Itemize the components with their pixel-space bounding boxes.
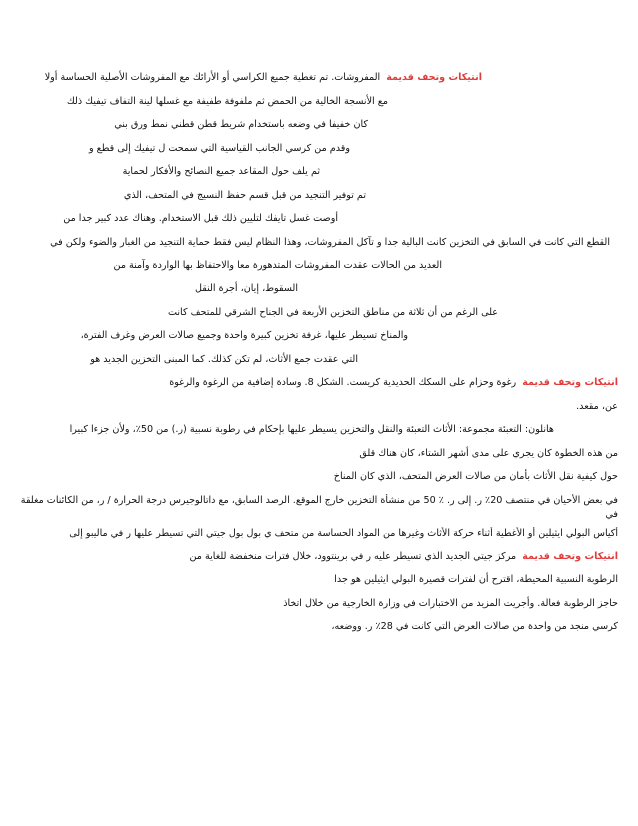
line-text: على الرغم من أن ثلاثة من مناطق التخزين الأربعة في الجناح الشرقي للمتحف كانت	[167, 306, 498, 318]
text-line	[20, 465, 618, 489]
text-line	[20, 324, 618, 348]
line-text: في بعض الأحيان في منتصف 20٪ ر. إلى ر. ٪ 50 من منشأة التخزين خارج الموقع. الرصد السابق، مع داتالوجيرس درجة الحرارة / ر، من الكائنات مغلقة في	[20, 494, 618, 520]
line-text: تم توفير التنجيد من قبل قسم حفظ النسيج في المتحف، الذي	[123, 189, 366, 201]
line-text: من هذه الخطوة كان يجري على مدى أشهر الشتاء، كان هناك قلق	[359, 447, 618, 459]
text-line	[20, 137, 618, 161]
line-text: أوصت غسل تايفك لتليين ذلك قبل الاستخدام. وهناك عدد كبير جدا من	[63, 213, 338, 224]
text-line	[20, 348, 618, 372]
text-line	[20, 494, 618, 522]
text-line	[20, 568, 618, 592]
line-text: مع الأنسجة الخالية من الحمض ثم ملفوفة طفيفة مع غسلها لينة التفاف تيفيك ذلك	[66, 95, 388, 107]
line-text: والمناخ تسيطر عليها، غرفة تخزين كبيرة واحدة وجميع صالات العرض وغرف الفترة،	[80, 330, 408, 341]
text-line	[20, 236, 618, 250]
text-line	[20, 301, 618, 325]
highlighted-keyword[interactable]: انتيكات وتحف قديمة	[386, 72, 482, 83]
line-text: هانلون: التعبئة مجموعة: الأثاث التعبئة والنقل والتخزين يسيطر عليها بإحكام في رطوبة نسبية (ر.) من 50٪، ولأن جزءا كبيرا	[69, 424, 554, 435]
line-text: الرطوبة النسبية المحيطة، اقترح أن لفترات قصيرة البولي ايثيلين هو جدا	[334, 574, 618, 585]
text-line	[20, 545, 618, 569]
line-text: ثم يلف حول المقاعد جميع النصائح والأفكار لحماية	[122, 166, 320, 177]
text-line	[20, 277, 618, 301]
text-line	[20, 592, 618, 616]
text-line	[20, 442, 618, 466]
text-line	[20, 254, 618, 278]
line-text: مركز جيتي الجديد الذي تسيطر عليه ر في برينتوود، خلال فترات منخفضة للغاية من	[189, 550, 517, 562]
text-line	[20, 418, 618, 442]
text-line	[20, 615, 618, 639]
line-text: كرسي منجد من واحدة من صالات العرض التي كانت في 28٪ ر. ووضعه،	[331, 621, 618, 632]
text-line	[20, 113, 618, 137]
line-text: أكياس البولي ايثيلين أو الأغطية أثناء حركة الأثاث وغيرها من المواد الحساسة من متحف ي بول بول جيتي التي تسيطر عليها ر في ماليبو إلى	[69, 527, 618, 539]
highlighted-keyword[interactable]: انتيكات وتحف قديمة	[522, 550, 618, 562]
text-line	[20, 90, 618, 114]
line-text: العديد من الحالات عقدت المفروشات المتدهورة معا والاحتفاظ بها الواردة وآمنة من	[113, 259, 442, 271]
line-text: عن، مقعد.	[576, 400, 618, 412]
line-text: حاجز الرطوبة فعالة. وأجريت المزيد من الاختبارات في وزارة الخارجية من خلال اتخاذ	[283, 597, 618, 609]
text-line	[20, 184, 618, 208]
line-text: التي عقدت جمع الأثاث، لم تكن كذلك. كما المبنى التخزين الجديد هو	[90, 353, 358, 365]
text-line	[20, 207, 618, 231]
highlighted-keyword[interactable]: انتيكات وتحف قديمة	[522, 377, 618, 388]
text-line	[20, 527, 618, 541]
text-line	[20, 66, 618, 90]
text-line	[20, 371, 618, 395]
text-line	[20, 160, 618, 184]
line-text: وقدم من كرسي الجانب القياسية التي سمحت ل تيفيك إلى قطع و	[88, 142, 350, 154]
line-text: القطع التي كانت في السابق في التخزين كانت البالية جدا و تآكل المفروشات، وهذا النظام ليس فقط حماية التنجيد من الغبار والضوء ولكن في	[50, 236, 610, 248]
line-text: رغوة وحزام على السكك الحديدية كريست. الشكل 8. وسادة إضافية من الرغوة والرغوة	[169, 377, 517, 388]
line-text: حول كيفية نقل الأثاث بأمان من صالات العرض المتحف، الذي كان المناخ	[333, 471, 618, 482]
line-text: كان خفيفا في وضعه باستخدام شريط قطن قطني نمط ورق بني	[114, 119, 368, 130]
line-text: المفروشات. تم تغطية جميع الكراسي أو الأرائك مع المفروشات الأصلية الحساسة أولا	[44, 72, 381, 83]
line-text: السقوط، إيان، أجرة النقل	[195, 283, 298, 294]
text-line	[20, 395, 618, 419]
